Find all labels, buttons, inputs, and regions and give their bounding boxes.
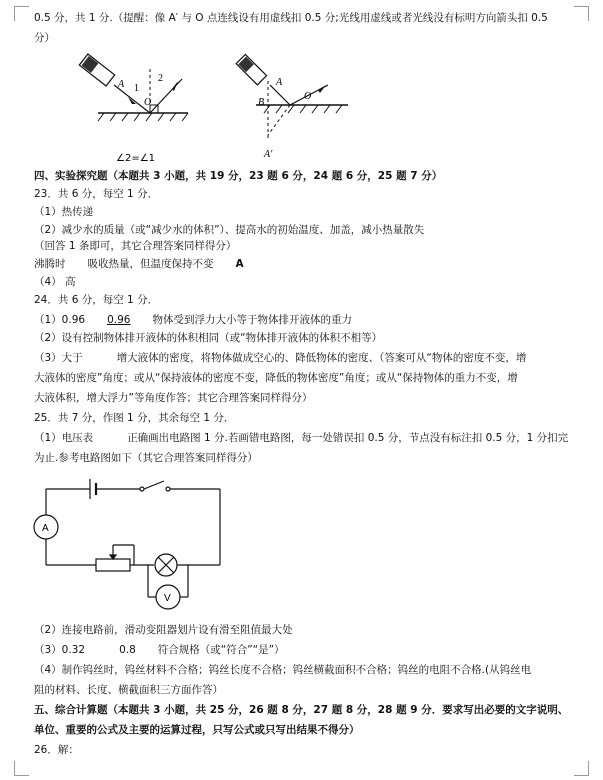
q25-answer-1a: （1）电压表 — [34, 432, 94, 444]
q24-line-1 — [34, 312, 583, 328]
q25-answer-3c: 符合规格（或“符合”“是”） — [157, 644, 285, 656]
fig1-label-o: O — [144, 97, 152, 108]
incident-ray — [270, 85, 290, 105]
q23-line-1: （1）热传递 — [34, 206, 94, 218]
fig2-label-a-prime: A′ — [264, 149, 273, 160]
corner-mark-top-left — [14, 6, 29, 21]
q24-answer-1c: 物体受到浮力大小等于物体排开液体的重力 — [152, 314, 352, 326]
reflection-figure-2 — [230, 55, 360, 165]
section-5-title-2: 单位、重要的公式及主要的运算过程，只写公式或只写出结果不得分） — [34, 724, 360, 736]
fig1-label-1: 1 — [134, 83, 139, 94]
reflected-ray — [150, 79, 182, 113]
q23-header: 23．共 6 分，每空 1 分． — [34, 188, 159, 200]
section-5-title: 五、综合计算题（本题共 3 小题，共 25 分，26 题 8 分，27 题 8 分，28 题 9 分．要求写出必要的文字说明、 — [34, 704, 569, 716]
fig1-caption: ∠2=∠1 — [116, 153, 156, 164]
q24-line-5: 大液体积，增大浮力”等角度作答；其它合理答案同样得分） — [34, 392, 313, 404]
ammeter-label: A — [42, 523, 49, 534]
q23-answer-heat: 吸收热量，但温度保持不变 — [87, 258, 214, 270]
circuit-diagram — [30, 475, 230, 615]
q25-header: 25．共 7 分，作图 1 分，其余每空 1 分． — [34, 412, 235, 424]
q25-line-6: 阻的材料、长度、横截面积三方面作答） — [34, 684, 223, 696]
fig2-label-a: A — [276, 77, 283, 88]
q23-line-4 — [34, 256, 583, 272]
q23-line-3: （回答 1 条即可，其它合理答案同样得分） — [34, 240, 237, 252]
q23-answer-boiling: 沸腾时 — [34, 258, 66, 270]
q25-line-4 — [34, 642, 583, 658]
fig2-label-b: B — [258, 97, 265, 108]
rheostat-symbol — [96, 559, 130, 571]
q25-answer-3b: 0.8 — [119, 644, 136, 656]
q25-line-5: （4）制作钨丝时，钨丝材料不合格；钨丝长度不合格；钨丝横截面积不合格；钨丝的电阻不合格.(从钨丝电 — [34, 664, 532, 676]
corner-mark-bottom-left — [14, 761, 29, 776]
flashlight-icon — [236, 54, 266, 84]
q24-line-3 — [34, 350, 583, 366]
q25-answer-1b: 正确画出电路图 1 分.若画错电路图，每一处错误扣 0.5 分，节点没有标注扣 0.5 分，1 分扣完 — [127, 432, 569, 444]
q23-answer-choice: A — [235, 258, 244, 270]
q24-answer-1b: 0.96 — [107, 314, 131, 326]
q26-header: 26．解： — [34, 744, 79, 756]
voltmeter-label: V — [164, 593, 171, 604]
q24-header: 24．共 6 分，每空 1 分． — [34, 294, 159, 306]
q24-line-2: （2）设有控制物体排开液体的体积相同（或“物体排开液体的体积不相等） — [34, 332, 383, 344]
section-4-title: 四、实验探究题（本题共 3 小题，共 19 分，23 题 6 分，24 题 6 分，25 题 7 分） — [34, 170, 443, 182]
q25-line-2: 为止.参考电路图如下（其它合理答案同样得分） — [34, 452, 258, 464]
q23-line-2: （2）减少水的质量（或“减少水的体积”）、提高水的初始温度、加盖，减小热量散失 — [34, 224, 425, 236]
q23-line-5: （4） 高 — [34, 276, 76, 288]
intro-line-2: 分） — [34, 32, 55, 44]
q25-answer-3a: （3）0.32 — [34, 644, 86, 656]
corner-mark-bottom-right — [574, 761, 589, 776]
q24-line-4: 大液体的密度”角度；或从“保持液体的密度不变，降低的物体密度”角度；或从“保持物体的重力不变，增 — [34, 372, 518, 384]
fig1-label-2: 2 — [158, 73, 163, 84]
fig1-label-a: A — [118, 79, 125, 90]
intro-line-1: 0.5 分，共 1 分.（提醒：像 A′ 与 O 点连线设有用虚线扣 0.5 分;光线用虚线或者光线没有标明方向箭头扣 0.5 — [34, 12, 548, 24]
flashlight-icon — [79, 54, 114, 86]
q24-answer-3a: （3）大于 — [34, 352, 83, 364]
q25-line-1 — [34, 430, 583, 446]
q25-line-3: （2）连接电路前，滑动变阻器划片设有滑至阻值最大处 — [34, 624, 293, 636]
fig2-label-o: O — [304, 91, 312, 102]
q24-answer-1a: （1）0.96 — [34, 314, 86, 326]
reflection-figure-1 — [70, 55, 190, 165]
switch-blade — [144, 481, 164, 489]
q24-answer-3b: 增大液体的密度，将物体做成空心的、降低物体的密度、（答案可从“物体的密度不变，增 — [116, 352, 527, 364]
